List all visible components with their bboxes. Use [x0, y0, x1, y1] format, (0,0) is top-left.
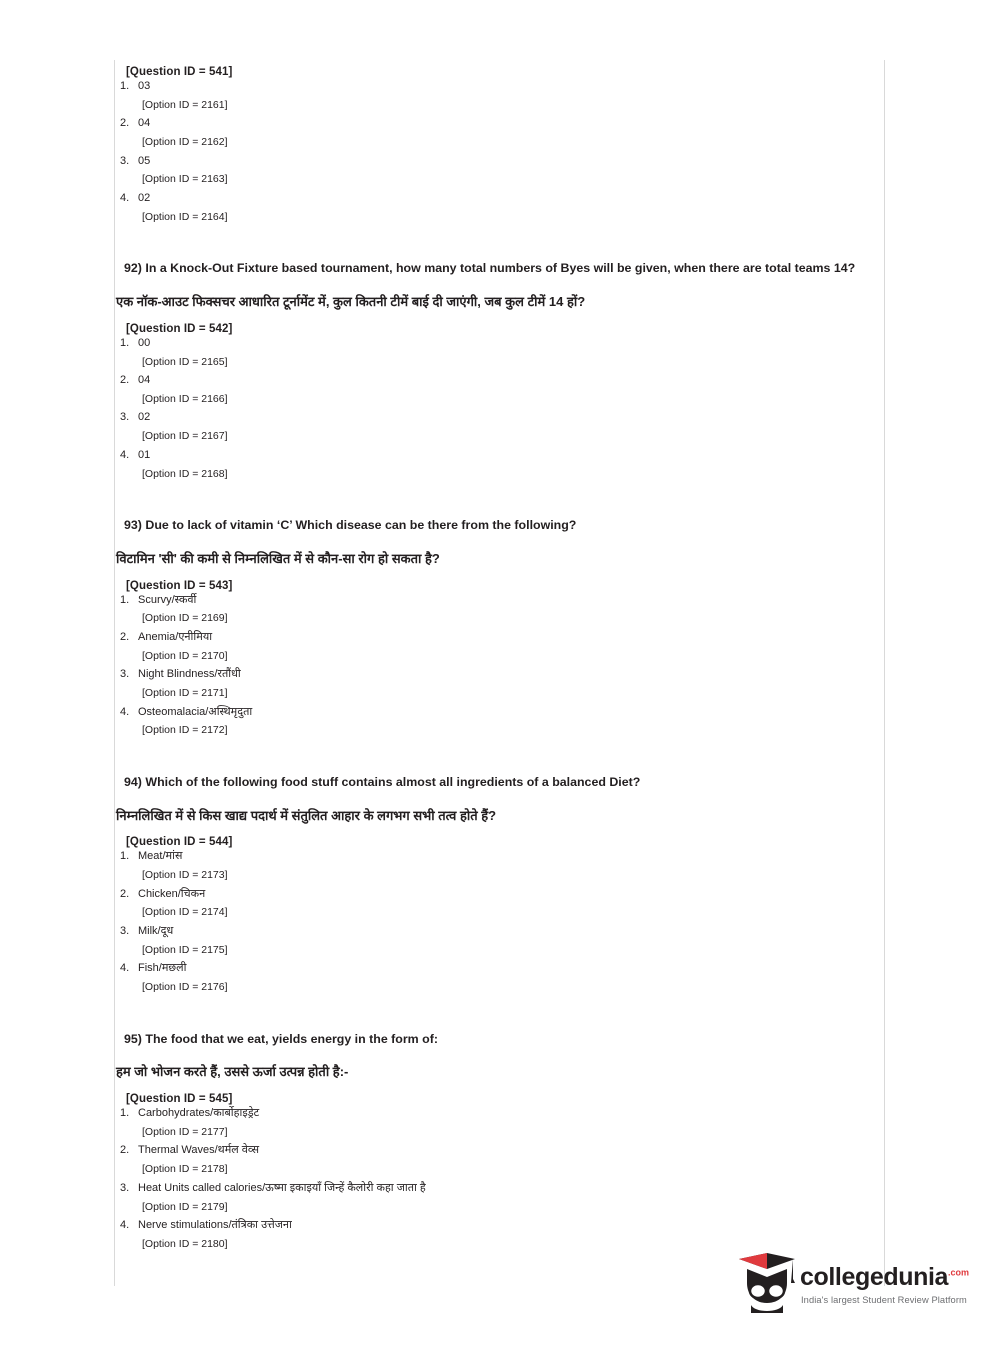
question-body-en: In a Knock-Out Fixture based tournament, how many total numbers of Byes will be given, when there are total teams 14? — [145, 261, 856, 276]
option-id: [Option ID = 2177] — [142, 1125, 228, 1138]
option-text: 04 — [138, 374, 151, 387]
option-id: [Option ID = 2166] — [142, 392, 228, 405]
option-id: [Option ID = 2178] — [142, 1163, 228, 1176]
option-id: [Option ID = 2179] — [142, 1200, 228, 1213]
graduate-logo-icon — [737, 1253, 797, 1315]
option-text: Meat/मांस — [138, 850, 183, 863]
question-text-en — [124, 516, 882, 535]
option-number: 2. — [120, 374, 130, 387]
option-number: 1. — [120, 1107, 130, 1120]
option-item — [116, 449, 882, 480]
option-text: Anemia/एनीमिया — [138, 630, 213, 643]
option-item — [116, 117, 882, 148]
collegedunia-watermark — [737, 1253, 972, 1323]
question-body-en: Which of the following food stuff contains almost all ingredients of a balanced Diet? — [145, 774, 641, 789]
option-text: 00 — [138, 336, 151, 349]
right-margin-rule — [884, 60, 885, 1286]
option-item — [116, 1219, 882, 1250]
question-block — [116, 66, 882, 223]
question-text-en — [124, 1030, 882, 1049]
option-text: 04 — [138, 117, 151, 130]
option-text: 03 — [138, 80, 151, 92]
question-block — [116, 259, 882, 480]
option-text: Thermal Waves/थर्मल वेव्स — [138, 1144, 260, 1157]
left-margin-rule — [114, 60, 115, 1286]
block-spacer — [116, 486, 882, 516]
block-spacer — [116, 1000, 882, 1030]
option-item — [116, 925, 882, 956]
option-text: 02 — [138, 192, 151, 205]
option-number: 1. — [120, 593, 130, 606]
option-text: 05 — [138, 154, 151, 167]
option-number: 4. — [120, 705, 130, 718]
option-item — [116, 668, 882, 699]
question-id: [Question ID = 545] — [126, 1093, 233, 1106]
option-item — [116, 337, 882, 368]
option-text: Fish/मछली — [138, 962, 187, 975]
block-spacer — [116, 229, 882, 259]
option-item — [116, 706, 882, 737]
option-id: [Option ID = 2176] — [142, 981, 228, 994]
option-item — [116, 1107, 882, 1138]
question-number: 94) — [124, 774, 142, 789]
option-id: [Option ID = 2174] — [142, 906, 228, 919]
option-item — [116, 1144, 882, 1175]
option-id: [Option ID = 2164] — [142, 210, 228, 223]
question-body-en: The food that we eat, yields energy in the form of: — [145, 1031, 438, 1046]
question-text-hi: हम जो भोजन करते हैं, उससे ऊर्जा उत्पन्न होती है:- — [116, 1064, 349, 1080]
option-number: 1. — [120, 336, 130, 349]
option-number: 3. — [120, 1181, 130, 1194]
option-number: 4. — [120, 192, 130, 205]
option-number: 4. — [120, 1219, 130, 1232]
option-item — [116, 411, 882, 442]
question-block — [116, 773, 882, 994]
question-text-hi: एक नॉक-आउट फिक्सचर आधारित टूर्नामेंट में, कुल कितनी टीमें बाई दी जाएंगी, जब कुल टीमें 14 हों? — [116, 293, 586, 309]
question-number: 92) — [124, 261, 142, 276]
option-number: 2. — [120, 887, 130, 900]
question-number: 93) — [124, 518, 142, 533]
option-id: [Option ID = 2163] — [142, 173, 228, 186]
option-number: 2. — [120, 630, 130, 643]
option-number: 1. — [120, 850, 130, 863]
question-number: 95) — [124, 1031, 142, 1046]
option-number: 4. — [120, 448, 130, 461]
option-text: Scurvy/स्कर्वी — [138, 593, 197, 606]
option-item — [116, 850, 882, 881]
question-id: [Question ID = 541] — [126, 66, 233, 78]
option-text: 01 — [138, 448, 151, 461]
question-text-hi: निम्नलिखित में से किस खाद्य पदार्थ में संतुलित आहार के लगभग सभी तत्व होते हैं? — [116, 807, 497, 823]
option-item — [116, 80, 882, 111]
option-text: Heat Units called calories/ऊष्मा इकाइयाँ जिन्हें कैलोरी कहा जाता है — [138, 1181, 426, 1194]
option-item — [116, 594, 882, 625]
option-number: 3. — [120, 668, 130, 681]
option-id: [Option ID = 2170] — [142, 649, 228, 662]
question-text-en — [124, 773, 882, 792]
option-id: [Option ID = 2173] — [142, 869, 228, 882]
option-id: [Option ID = 2161] — [142, 98, 228, 111]
option-id: [Option ID = 2167] — [142, 430, 228, 443]
question-text-en — [124, 259, 882, 278]
option-text: Night Blindness/रतौंधी — [138, 668, 241, 681]
question-body-en: Due to lack of vitamin ‘C’ Which disease can be there from the following? — [145, 518, 577, 533]
option-number: 1. — [120, 80, 130, 92]
option-item — [116, 631, 882, 662]
brand-tagline: India's largest Student Review Platform — [801, 1295, 967, 1305]
option-id: [Option ID = 2165] — [142, 355, 228, 368]
question-block — [116, 1030, 882, 1251]
brand-suffix: .com — [948, 1267, 970, 1278]
option-id: [Option ID = 2168] — [142, 467, 228, 480]
option-text: 02 — [138, 411, 151, 424]
option-item — [116, 155, 882, 186]
option-text: Osteomalacia/अस्थिमृदुता — [138, 705, 253, 718]
option-id: [Option ID = 2175] — [142, 943, 228, 956]
option-item — [116, 1182, 882, 1213]
brand-name: collegedunia$^{.com}$ — [800, 1263, 970, 1291]
option-id: [Option ID = 2172] — [142, 724, 228, 737]
option-text: Nerve stimulations/तंत्रिका उत्तेजना — [138, 1219, 292, 1232]
question-id: [Question ID = 542] — [126, 322, 233, 335]
option-item — [116, 962, 882, 993]
option-text: Carbohydrates/कार्बोहाइड्रेट — [138, 1107, 260, 1120]
question-block — [116, 516, 882, 737]
option-item — [116, 374, 882, 405]
option-number: 3. — [120, 925, 130, 938]
option-text: Chicken/चिकन — [138, 887, 206, 900]
question-id: [Question ID = 543] — [126, 579, 233, 592]
option-number: 2. — [120, 1144, 130, 1157]
option-number: 3. — [120, 411, 130, 424]
option-number: 4. — [120, 962, 130, 975]
option-id: [Option ID = 2162] — [142, 136, 228, 149]
option-item — [116, 192, 882, 223]
option-id: [Option ID = 2171] — [142, 687, 228, 699]
option-number: 3. — [120, 154, 130, 167]
block-spacer — [116, 743, 882, 773]
question-text-hi: विटामिन 'सी' की कमी से निम्नलिखित में से कौन-सा रोग हो सकता है? — [116, 550, 440, 566]
option-number: 2. — [120, 117, 130, 130]
option-id: [Option ID = 2180] — [142, 1237, 228, 1250]
option-item — [116, 888, 882, 919]
option-text: Milk/दूध — [138, 925, 174, 938]
option-id: [Option ID = 2169] — [142, 612, 228, 625]
question-list — [116, 66, 882, 1257]
question-id: [Question ID = 544] — [126, 836, 233, 849]
